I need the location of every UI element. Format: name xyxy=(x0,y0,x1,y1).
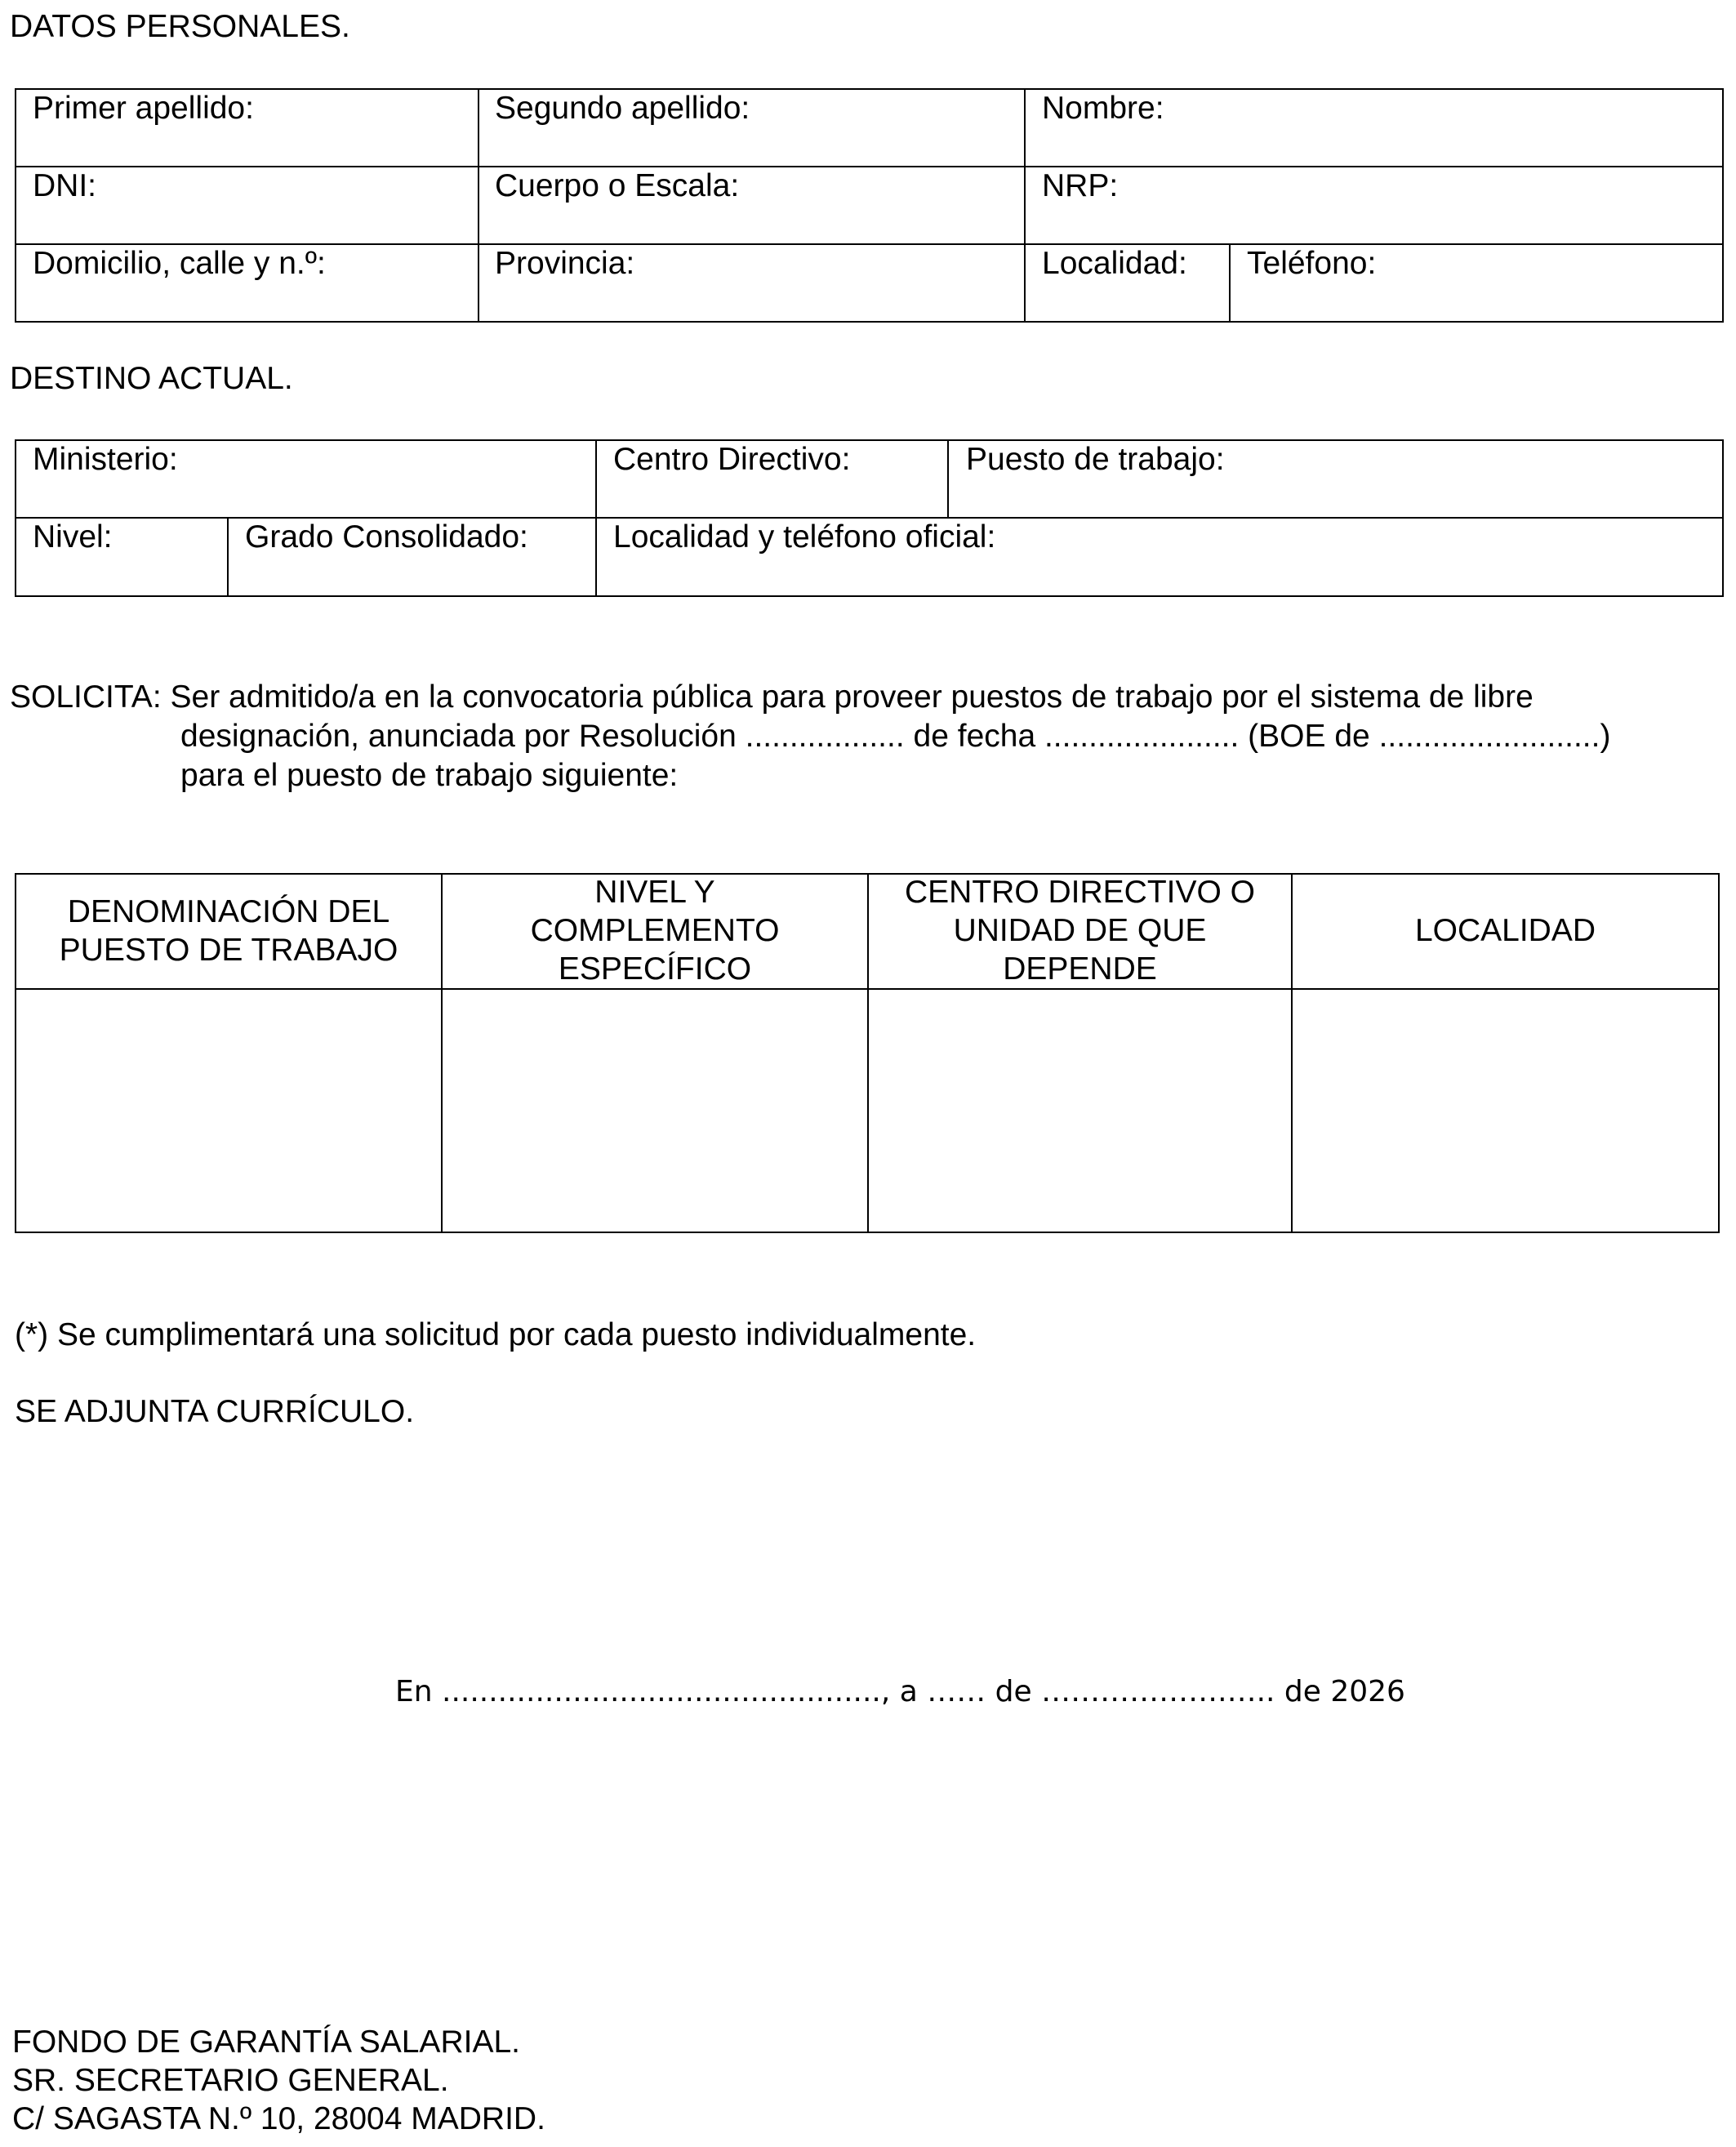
localidad-field[interactable]: Localidad: xyxy=(1042,246,1187,281)
solicita-line-3: para el puesto de trabajo siguiente: xyxy=(180,758,679,793)
localidad-telefono-oficial-field[interactable]: Localidad y teléfono oficial: xyxy=(613,519,996,555)
telefono-field[interactable]: Teléfono: xyxy=(1247,246,1377,281)
solicita-line-2: designación, anunciada por Resolución .................. de fecha ...................... (BOE de .........................) xyxy=(180,719,1611,754)
destino-col-divider xyxy=(227,517,229,597)
address-line-1: FONDO DE GARANTÍA SALARIAL. xyxy=(12,2025,520,2060)
puesto-trabajo-field[interactable]: Puesto de trabajo: xyxy=(966,442,1225,477)
signature-date-line: En ..............................................., a …… de ……………….….. de 2026 xyxy=(395,1675,1405,1708)
personal-data-table xyxy=(15,88,1724,323)
header-nivel-complemento: NIVEL Y COMPLEMENTO ESPECÍFICO xyxy=(530,875,780,987)
cell-localidad[interactable] xyxy=(1293,990,1718,1232)
solicita-line-1: SOLICITA: Ser admitido/a en la convocatoria pública para proveer puestos de trabajo por el sistema de libre xyxy=(10,679,1533,715)
personal-col-divider xyxy=(1229,243,1231,323)
personal-row-divider xyxy=(15,166,1724,167)
nombre-field[interactable]: Nombre: xyxy=(1042,91,1164,126)
header-localidad: LOCALIDAD xyxy=(1414,913,1596,949)
nivel-field[interactable]: Nivel: xyxy=(33,519,113,555)
destino-col-divider xyxy=(595,439,597,597)
ministerio-field[interactable]: Ministerio: xyxy=(33,442,178,477)
centro-directivo-field[interactable]: Centro Directivo: xyxy=(613,442,851,477)
adjunta-text: SE ADJUNTA CURRÍCULO. xyxy=(15,1394,415,1429)
segundo-apellido-field[interactable]: Segundo apellido: xyxy=(495,91,750,126)
domicilio-field[interactable]: Domicilio, calle y n.º: xyxy=(33,246,326,281)
personal-heading: DATOS PERSONALES. xyxy=(10,9,350,44)
grado-consolidado-field[interactable]: Grado Consolidado: xyxy=(245,519,528,555)
cuerpo-escala-field[interactable]: Cuerpo o Escala: xyxy=(495,168,740,203)
note-text: (*) Se cumplimentará una solicitud por cada puesto individualmente. xyxy=(15,1317,977,1352)
header-centro-directivo: CENTRO DIRECTIVO O UNIDAD DE QUE DEPENDE xyxy=(904,875,1256,987)
address-line-3: C/ SAGASTA N.º 10, 28004 MADRID. xyxy=(12,2101,545,2136)
address-line-2: SR. SECRETARIO GENERAL. xyxy=(12,2063,449,2098)
destino-heading: DESTINO ACTUAL. xyxy=(10,361,293,396)
dni-field[interactable]: DNI: xyxy=(33,168,96,203)
cell-centro-directivo[interactable] xyxy=(869,990,1291,1232)
provincia-field[interactable]: Provincia: xyxy=(495,246,635,281)
header-denominacion: DENOMINACIÓN DEL PUESTO DE TRABAJO xyxy=(59,893,398,968)
cell-denominacion[interactable] xyxy=(16,990,441,1232)
nrp-field[interactable]: NRP: xyxy=(1042,168,1119,203)
cell-nivel-complemento[interactable] xyxy=(443,990,867,1232)
personal-col-divider xyxy=(478,88,479,323)
personal-col-divider xyxy=(1024,88,1026,323)
destino-col-divider xyxy=(947,439,949,519)
primer-apellido-field[interactable]: Primer apellido: xyxy=(33,91,254,126)
